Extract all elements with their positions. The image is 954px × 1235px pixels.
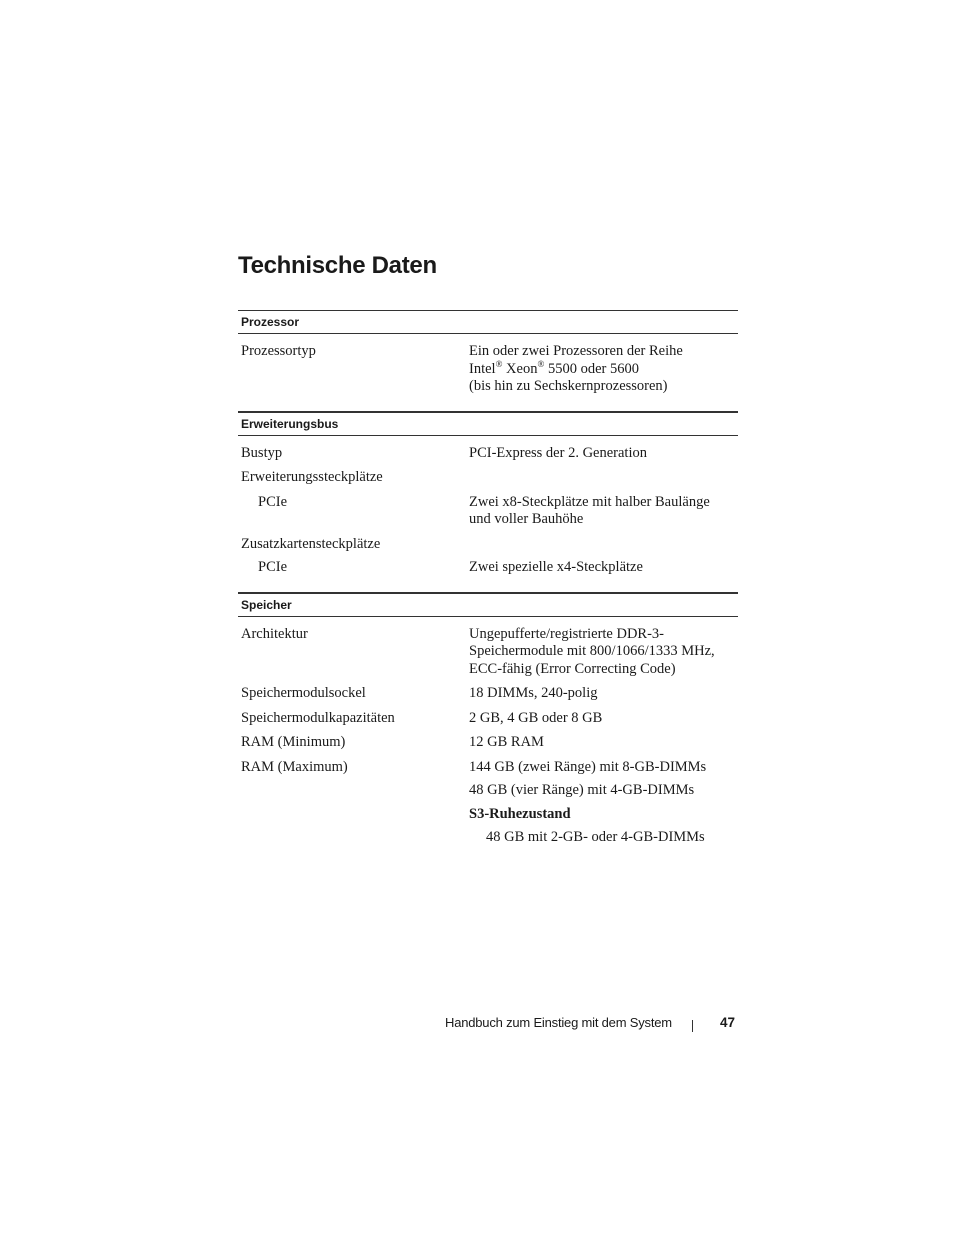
spec-label: Speichermodulkapazitäten bbox=[241, 709, 395, 726]
value-line bbox=[469, 358, 738, 379]
footer-separator bbox=[692, 1020, 693, 1032]
section-body-prozessor bbox=[238, 334, 738, 412]
spec-value bbox=[469, 343, 738, 396]
registered-mark: ® bbox=[537, 358, 545, 369]
spec-row bbox=[238, 823, 738, 847]
spec-label: PCIe bbox=[258, 559, 287, 575]
spec-value bbox=[469, 469, 738, 487]
spec-label-empty bbox=[238, 829, 469, 847]
page-title: Technische Daten bbox=[238, 252, 437, 279]
spec-row bbox=[238, 776, 738, 800]
brand-xeon: Xeon bbox=[502, 360, 538, 377]
spec-row bbox=[238, 752, 738, 777]
section-heading-erweiterungsbus: Erweiterungsbus bbox=[238, 412, 738, 436]
spec-label: Architektur bbox=[241, 625, 308, 642]
value-line: (bis hin zu Sechskernprozessoren) bbox=[469, 378, 668, 394]
spec-value: 12 GB RAM bbox=[469, 734, 544, 750]
registered-mark: ® bbox=[495, 358, 503, 369]
spec-row bbox=[238, 462, 738, 487]
spec-label: Erweiterungssteckplätze bbox=[241, 469, 383, 485]
section-heading-prozessor: Prozessor bbox=[238, 310, 738, 334]
brand-intel: Intel bbox=[469, 360, 496, 377]
spec-table bbox=[238, 310, 738, 862]
spec-value bbox=[469, 494, 738, 529]
spec-label: Speichermodulsockel bbox=[241, 685, 366, 701]
spec-row bbox=[238, 618, 738, 679]
footer-text: Handbuch zum Einstieg mit dem System bbox=[445, 1015, 672, 1030]
spec-value bbox=[469, 626, 738, 679]
spec-label: Zusatzkartensteckplätze bbox=[241, 535, 381, 552]
spec-row bbox=[238, 800, 738, 824]
spec-label-empty bbox=[238, 806, 469, 824]
spec-value: 144 GB (zwei Ränge) mit 8-GB-DIMMs bbox=[469, 758, 707, 775]
spec-value: 2 GB, 4 GB oder 8 GB bbox=[469, 709, 603, 726]
spec-value: 48 GB mit 2-GB- oder 4-GB-DIMMs bbox=[486, 829, 705, 845]
spec-label: PCIe bbox=[258, 493, 287, 510]
spec-value bbox=[469, 536, 738, 554]
spec-row bbox=[238, 678, 738, 703]
section-heading-speicher: Speicher bbox=[238, 593, 738, 617]
value-line: und voller Bauhöhe bbox=[469, 511, 584, 527]
spec-value: 48 GB (vier Ränge) mit 4-GB-DIMMs bbox=[469, 782, 695, 798]
spec-label: RAM (Minimum) bbox=[241, 734, 346, 750]
spec-row bbox=[238, 437, 738, 463]
value-line: Speichermodule mit 800/1066/1333 MHz, bbox=[469, 643, 715, 659]
spec-row bbox=[238, 553, 738, 577]
value-line: Zwei x8-Steckplätze mit halber Baulänge bbox=[469, 493, 710, 510]
spec-label: Bustyp bbox=[241, 444, 283, 461]
section-body-erweiterungsbus bbox=[238, 436, 738, 593]
spec-row bbox=[238, 487, 738, 529]
section-body-speicher bbox=[238, 617, 738, 862]
spec-value: 18 DIMMs, 240-polig bbox=[469, 685, 598, 701]
value-line: Ungepufferte/registrierte DDR-3- bbox=[469, 625, 665, 642]
spec-label: RAM (Maximum) bbox=[241, 758, 348, 775]
spec-row bbox=[238, 703, 738, 728]
spec-label-empty bbox=[238, 782, 469, 800]
page-number: 47 bbox=[720, 1015, 736, 1030]
spec-value: Zwei spezielle x4-Steckplätze bbox=[469, 559, 643, 575]
spec-value: PCI-Express der 2. Generation bbox=[469, 444, 647, 461]
spec-subheading: S3-Ruhezustand bbox=[469, 805, 571, 822]
value-line: Ein oder zwei Prozessoren der Reihe bbox=[469, 343, 683, 359]
spec-label: Prozessortyp bbox=[241, 343, 316, 359]
spec-row bbox=[238, 727, 738, 752]
model-numbers: 5500 oder 5600 bbox=[544, 360, 639, 377]
spec-row-prozessortyp bbox=[238, 335, 738, 396]
value-line: ECC-fähig (Error Correcting Code) bbox=[469, 660, 676, 677]
spec-row bbox=[238, 529, 738, 554]
